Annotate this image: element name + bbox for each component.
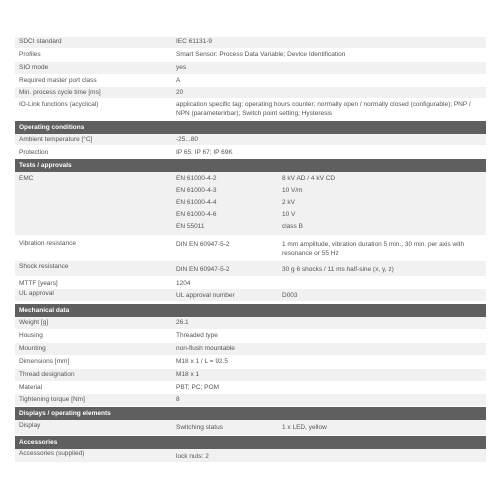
emc-value: class B [282,223,303,230]
section-tests-approvals: Tests / approvals [15,159,486,172]
emc-standard: EN 61000-4-2 [176,175,217,182]
emc-value: 2 kV [282,199,296,206]
row-label: MTTF [years] [19,280,58,287]
row-housing [15,330,486,343]
test-standard: DIN EN 60947-5-2 [176,266,230,273]
row-ambient-temperature [15,134,486,146]
row-label: SDCI standard [19,38,62,45]
row-dimensions [15,356,486,369]
test-result: D003 [282,292,298,299]
row-value: non-flush mountable [176,345,235,352]
test-result: 1 mm amplitude, vibration duration 5 min., 30 min. per axis with resonance or 55 Hz [282,241,465,257]
emc-standard: EN 61000-4-3 [176,187,217,194]
row-label: Ambient temperature [°C] [19,136,93,143]
row-material [15,382,486,394]
section-accessories: Accessories [15,436,486,449]
row-value: -25...80 [176,136,199,143]
row-value: Smart Sensor: Process Data Variable; Device Identification [176,51,346,58]
row-value: 8 [176,396,180,403]
row-mttf [15,277,486,289]
row-label: Thread designation [19,371,75,378]
row-label: Material [19,384,43,391]
row-value: PBT; PC; POM [176,384,219,391]
row-mounting [15,343,486,356]
datasheet-table [15,37,486,463]
emc-item [176,175,482,187]
row-label: Shock resistance [19,263,69,270]
row-ul-approval [15,289,486,302]
row-value: M18 x 1 [176,371,200,378]
emc-standard: EN 61000-4-4 [176,199,217,206]
row-io-link-functions [15,99,486,121]
row-label: Min. process cycle time [ms] [19,89,101,96]
row-thread-designation [15,369,486,382]
row-label: Weight [g] [19,319,49,326]
row-emc [15,172,486,236]
display-item: Switching status [176,424,223,431]
emc-item [176,187,482,199]
row-value: Threaded type [176,332,218,339]
row-value: IP 65; IP 67; IP 69K [176,149,233,156]
row-label: IO-Link functions (acyclical) [19,101,99,108]
row-label: Display [19,422,41,429]
emc-item [176,199,482,211]
emc-list [176,175,482,235]
row-sio-mode [15,62,486,75]
row-label: SIO mode [19,64,49,71]
row-shock-resistance [15,261,486,277]
row-label: Vibration resistance [19,240,76,247]
row-label: Protection [19,149,49,156]
row-sdci-standard [15,37,486,49]
row-label: Tightening torque [Nm] [19,396,85,403]
test-standard: DIN EN 60947-5-2 [176,241,230,248]
section-mechanical-data: Mechanical data [15,304,486,317]
row-label: Profiles [19,51,41,58]
emc-value: 10 V/m [282,187,303,194]
display-detail: 1 x LED, yellow [282,424,327,431]
emc-standard: EN 61000-4-6 [176,211,217,218]
section-displays-operating-elements: Displays / operating elements [15,407,486,420]
row-label: Required master port class [19,77,97,84]
row-value: yes [176,64,187,71]
row-accessories-supplied [15,449,486,463]
row-master-port-class [15,75,486,87]
row-value: 26.1 [176,319,189,326]
emc-standard: EN 55011 [176,223,205,230]
row-label: Mounting [19,345,46,352]
row-value: lock nuts: 2 [176,453,209,460]
row-protection [15,146,486,159]
row-label: Housing [19,332,43,339]
row-value: IEC 61131-9 [176,38,213,45]
emc-value: 10 V [282,211,296,218]
section-operating-conditions: Operating conditions [15,121,486,134]
emc-value: 8 kV AD / 4 kV CD [282,175,336,182]
row-value: application specific tag; operating hours counter; normally open / normally closed (configurable); PNP / NPN (parameterirbar); Switch point setting; Hysteresis [176,101,471,117]
row-value: 20 [176,89,184,96]
row-display [15,420,486,436]
row-label: Dimensions [mm] [19,358,70,365]
emc-item [176,211,482,223]
row-label: EMC [19,175,34,182]
row-cycle-time [15,87,486,99]
emc-item [176,223,482,235]
row-value: A [176,77,181,84]
row-label: UL approval [19,290,54,297]
row-value: M18 x 1 / L = 92.5 [176,358,228,365]
row-weight [15,317,486,330]
row-profiles [15,49,486,62]
test-result: 30 g 6 shocks / 11 ms half-sine (x, y, z) [282,266,394,273]
row-tightening-torque [15,394,486,407]
row-vibration-resistance [15,236,486,261]
row-value: 1204 [176,280,191,287]
test-standard: UL approval number [176,292,235,299]
row-label: Accessories (supplied) [19,450,85,457]
